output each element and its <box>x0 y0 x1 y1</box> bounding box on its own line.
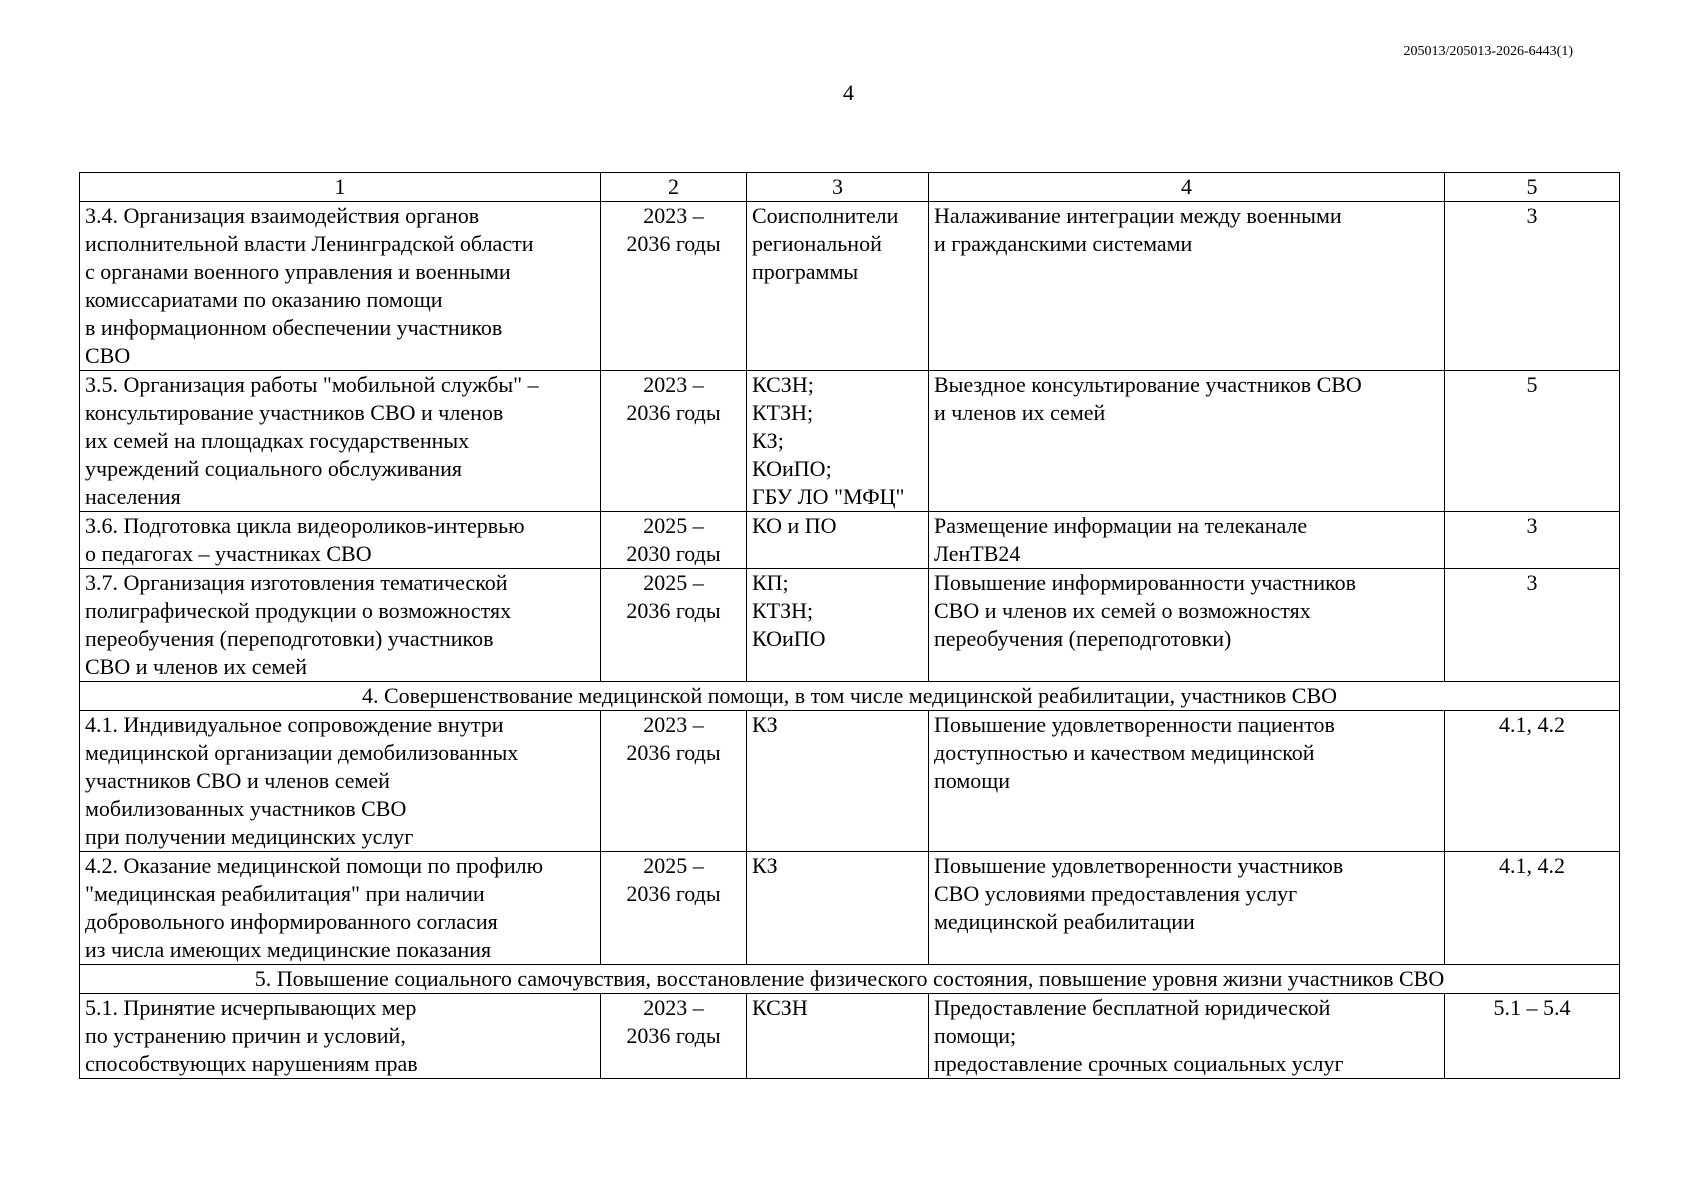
measure-cell: 5.1. Принятие исчерпывающих мер по устранению причин и условий, способствующих нарушениям прав <box>80 994 601 1079</box>
table-row <box>80 569 1620 682</box>
indicator-cell: 5.1 – 5.4 <box>1445 994 1620 1079</box>
table-row <box>80 711 1620 852</box>
table-row <box>80 202 1620 371</box>
indicator-cell: 3 <box>1445 512 1620 569</box>
result-cell: Повышение информированности участников СВО и членов их семей о возможностях переобучения (переподготовки) <box>929 569 1445 682</box>
indicator-cell: 4.1, 4.2 <box>1445 852 1620 965</box>
executors-cell: КЗ <box>747 711 929 852</box>
period-cell: 2025 – 2036 годы <box>601 569 747 682</box>
period-cell: 2025 – 2036 годы <box>601 852 747 965</box>
section-title: 4. Совершенствование медицинской помощи, в том числе медицинской реабилитации, участников СВО <box>80 682 1620 711</box>
measure-cell: 3.4. Организация взаимодействия органов исполнительной власти Ленинградской области с органами военного управления и военными комиссариатами по оказанию помощи в информационном обеспечении участников СВО <box>80 202 601 371</box>
period-cell: 2023 – 2036 годы <box>601 994 747 1079</box>
indicator-cell: 5 <box>1445 371 1620 512</box>
period-cell: 2025 – 2030 годы <box>601 512 747 569</box>
table-header-row <box>80 173 1620 202</box>
executors-cell: КП; КТЗН; КОиПО <box>747 569 929 682</box>
table-row <box>80 994 1620 1079</box>
column-header-period: 2 <box>601 173 747 202</box>
executors-cell: КО и ПО <box>747 512 929 569</box>
executors-cell: Соисполнители региональной программы <box>747 202 929 371</box>
column-header-indicator: 5 <box>1445 173 1620 202</box>
result-cell: Повышение удовлетворенности участников СВО условиями предоставления услуг медицинской реабилитации <box>929 852 1445 965</box>
period-cell: 2023 – 2036 годы <box>601 371 747 512</box>
period-cell: 2023 – 2036 годы <box>601 202 747 371</box>
page-number: 4 <box>843 80 854 105</box>
measure-cell: 3.5. Организация работы "мобильной службы" – консультирование участников СВО и членов их семей на площадках государственных учреждений социального обслуживания населения <box>80 371 601 512</box>
table-row <box>80 852 1620 965</box>
result-cell: Предоставление бесплатной юридической помощи; предоставление срочных социальных услуг <box>929 994 1445 1079</box>
measure-cell: 3.7. Организация изготовления тематической полиграфической продукции о возможностях переобучения (переподготовки) участников СВО и членов их семей <box>80 569 601 682</box>
table-row <box>80 371 1620 512</box>
result-cell: Размещение информации на телеканале ЛенТВ24 <box>929 512 1445 569</box>
table-row <box>80 512 1620 569</box>
column-header-measure: 1 <box>80 173 601 202</box>
column-header-result: 4 <box>929 173 1445 202</box>
measure-cell: 4.1. Индивидуальное сопровождение внутри медицинской организации демобилизованных участников СВО и членов семей мобилизованных участников СВО при получении медицинских услуг <box>80 711 601 852</box>
executors-cell: КЗ <box>747 852 929 965</box>
executors-cell: КСЗН <box>747 994 929 1079</box>
section-row <box>80 965 1620 994</box>
measure-cell: 3.6. Подготовка цикла видеороликов-интервью о педагогах – участниках СВО <box>80 512 601 569</box>
section-title: 5. Повышение социального самочувствия, восстановление физического состояния, повышение уровня жизни участников СВО <box>80 965 1620 994</box>
measures-table <box>79 172 1620 1079</box>
column-header-executors: 3 <box>747 173 929 202</box>
section-row <box>80 682 1620 711</box>
measure-cell: 4.2. Оказание медицинской помощи по профилю "медицинская реабилитация" при наличии добровольного информированного согласия из числа имеющих медицинские показания <box>80 852 601 965</box>
indicator-cell: 3 <box>1445 569 1620 682</box>
executors-cell: КСЗН; КТЗН; КЗ; КОиПО; ГБУ ЛО "МФЦ" <box>747 371 929 512</box>
result-cell: Налаживание интеграции между военными и гражданскими системами <box>929 202 1445 371</box>
period-cell: 2023 – 2036 годы <box>601 711 747 852</box>
indicator-cell: 4.1, 4.2 <box>1445 711 1620 852</box>
result-cell: Выездное консультирование участников СВО и членов их семей <box>929 371 1445 512</box>
indicator-cell: 3 <box>1445 202 1620 371</box>
result-cell: Повышение удовлетворенности пациентов доступностью и качеством медицинской помощи <box>929 711 1445 852</box>
document-code: 205013/205013-2026-6443(1) <box>1403 44 1573 59</box>
